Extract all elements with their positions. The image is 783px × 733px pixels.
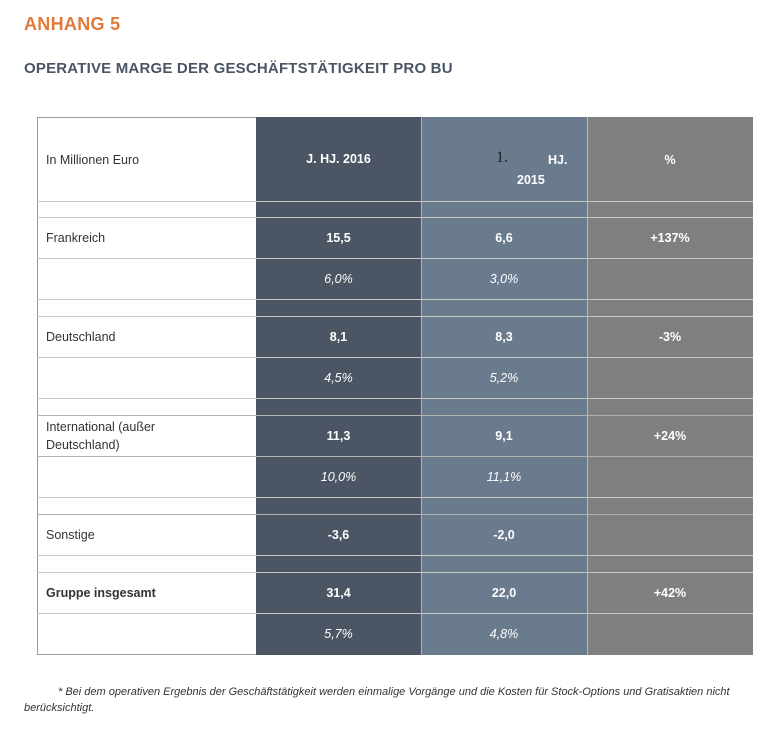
cell-deutschland-2015: 8,3	[421, 316, 587, 357]
header-2015-number: 1.	[496, 149, 508, 166]
cell-frankreich-2015: 6,6	[421, 217, 587, 258]
cell-deutschland-change: -3%	[587, 316, 753, 357]
table-header-2016: J. HJ. 2016	[256, 117, 421, 201]
cell-sonstige-2016: -3,6	[256, 514, 421, 555]
cell-gruppe-margin-2015: 4,8%	[421, 613, 587, 655]
cell-international-margin-2016: 10,0%	[256, 456, 421, 497]
cell-international-2016: 11,3	[256, 415, 421, 456]
cell-frankreich-change: +137%	[587, 217, 753, 258]
row-label-frankreich: Frankreich	[37, 217, 256, 258]
page-title: OPERATIVE MARGE DER GESCHÄFTSTÄTIGKEIT PRO BU	[24, 60, 453, 77]
row-label-international: International (außer Deutschland)	[37, 415, 256, 456]
cell-international-change: +24%	[587, 415, 753, 456]
cell-frankreich-2016: 15,5	[256, 217, 421, 258]
row-label-sonstige: Sonstige	[37, 514, 256, 555]
cell-frankreich-margin-2015: 3,0%	[421, 258, 587, 299]
footnote-text: * Bei dem operativen Ergebnis der Geschäftstätigkeit werden einmalige Vorgänge und die Kosten für Stock-Options und Gratisaktien nicht berücksichtigt.	[24, 686, 730, 714]
cell-deutschland-margin-2016: 4,5%	[256, 357, 421, 398]
row-label-gruppe: Gruppe insgesamt	[37, 572, 256, 613]
table-header-2015	[421, 117, 587, 201]
annex-label: ANHANG 5	[24, 14, 121, 34]
cell-international-2015: 9,1	[421, 415, 587, 456]
cell-gruppe-change: +42%	[587, 572, 753, 613]
cell-deutschland-2016: 8,1	[256, 316, 421, 357]
header-2015-year: 2015	[517, 173, 545, 187]
cell-gruppe-2015: 22,0	[421, 572, 587, 613]
cell-deutschland-margin-2015: 5,2%	[421, 357, 587, 398]
table-header-label: In Millionen Euro	[37, 117, 256, 201]
cell-gruppe-margin-2016: 5,7%	[256, 613, 421, 655]
footnote	[24, 684, 744, 716]
cell-international-margin-2015: 11,1%	[421, 456, 587, 497]
header-2015-hj: HJ.	[548, 153, 568, 167]
table-header-percent: %	[587, 117, 753, 201]
cell-gruppe-2016: 31,4	[256, 572, 421, 613]
cell-sonstige-change	[587, 514, 753, 555]
row-label-deutschland: Deutschland	[37, 316, 256, 357]
cell-frankreich-margin-2016: 6,0%	[256, 258, 421, 299]
cell-sonstige-2015: -2,0	[421, 514, 587, 555]
margin-table	[37, 117, 753, 655]
